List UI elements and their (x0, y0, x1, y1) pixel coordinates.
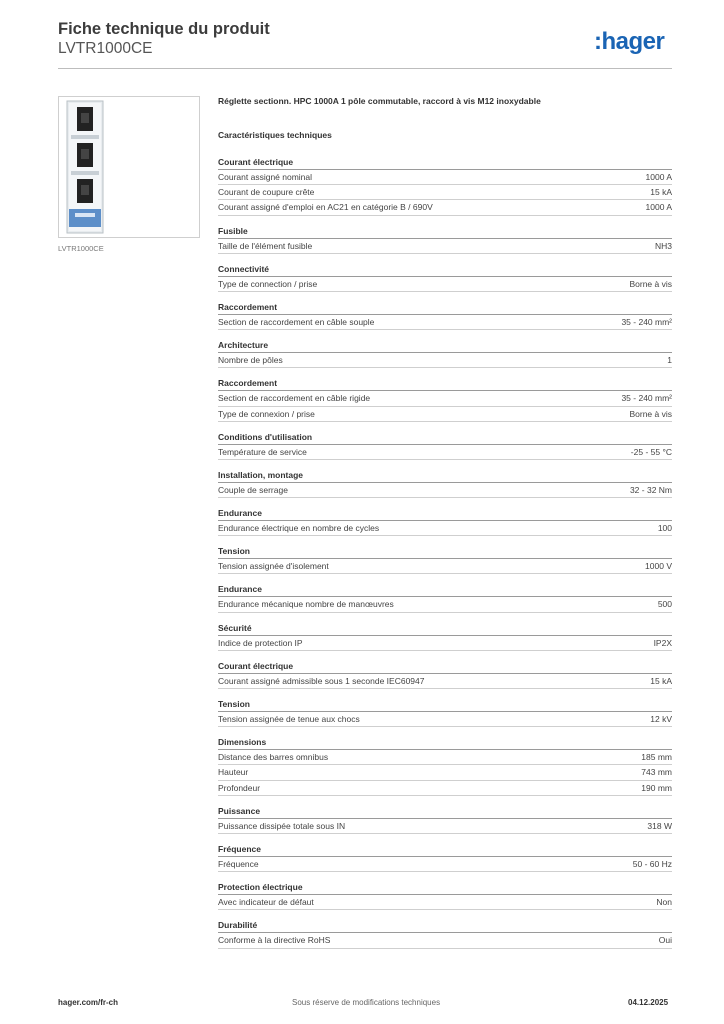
spec-group (218, 225, 672, 254)
spec-label: Endurance mécanique nombre de manœuvres (218, 599, 394, 610)
spec-label: Puissance dissipée totale sous IN (218, 820, 346, 831)
spec-label: Distance des barres omnibus (218, 752, 329, 763)
image-caption: LVTR1000CE (58, 244, 104, 253)
spec-group-title: Tension (218, 545, 672, 559)
product-reference: LVTR1000CE (58, 40, 153, 57)
spec-row (218, 277, 672, 292)
spec-row (218, 819, 672, 834)
spec-group-title: Tension (218, 698, 672, 712)
spec-row (218, 933, 672, 948)
spec-value: Borne à vis (629, 278, 672, 289)
spec-row (218, 185, 672, 200)
product-image (58, 96, 200, 238)
spec-group-title: Fréquence (218, 843, 672, 857)
spec-value: 15 kA (650, 675, 672, 686)
spec-group-title: Sécurité (218, 622, 672, 636)
spec-group-title: Installation, montage (218, 469, 672, 483)
spec-group-title: Raccordement (218, 301, 672, 315)
spec-group (218, 805, 672, 834)
fuse-rail-illustration (59, 97, 199, 237)
spec-value: 1000 A (645, 172, 672, 182)
spec-label: Type de connexion / prise (218, 408, 315, 419)
spec-group-title: Fusible (218, 225, 672, 239)
specs-title: Caractéristiques techniques (218, 130, 332, 140)
spec-group (218, 469, 672, 498)
spec-label: Section de raccordement en câble rigide (218, 393, 371, 404)
spec-value: 35 - 240 mm² (621, 316, 672, 327)
spec-value: 185 mm (641, 752, 672, 763)
spec-row (218, 521, 672, 536)
spec-row (218, 315, 672, 330)
spec-group (218, 545, 672, 574)
spec-group-title: Courant électrique (218, 156, 672, 170)
spec-label: Courant assigné d'emploi en AC21 en catégorie B / 690V (218, 202, 433, 213)
spec-group-title: Conditions d'utilisation (218, 431, 672, 445)
spec-group-title: Connectivité (218, 263, 672, 277)
spec-group (218, 507, 672, 536)
spec-row (218, 170, 672, 185)
spec-group (218, 843, 672, 872)
spec-value: 1000 V (645, 561, 672, 572)
hager-logo: :hager (594, 28, 665, 55)
product-description: Réglette sectionn. HPC 1000A 1 pôle commutable, raccord à vis M12 inoxydable (218, 96, 541, 106)
spec-group (218, 339, 672, 368)
footer-date: 04.12.2025 (628, 998, 669, 1007)
spec-label: Courant de coupure crête (218, 187, 315, 198)
spec-label: Tension assignée de tenue aux chocs (218, 714, 360, 724)
spec-row (218, 239, 672, 254)
spec-label: Fréquence (218, 858, 259, 869)
spec-row (218, 483, 672, 498)
spec-row (218, 750, 672, 765)
spec-row (218, 445, 672, 460)
spec-group (218, 736, 672, 796)
spec-group (218, 919, 672, 948)
spec-group-title: Endurance (218, 583, 672, 597)
spec-value: 32 - 32 Nm (629, 484, 672, 495)
spec-group (218, 583, 672, 612)
spec-value: 15 kA (650, 187, 672, 198)
footer-notice: Sous réserve de modifications techniques (292, 998, 441, 1007)
spec-row (218, 765, 672, 780)
spec-label: Courant assigné nominal (218, 172, 313, 182)
spec-label: Nombre de pôles (218, 355, 283, 366)
spec-value: Borne à vis (629, 408, 672, 419)
spec-value: 500 (657, 599, 672, 610)
spec-group (218, 622, 672, 651)
spec-group (218, 431, 672, 460)
spec-label: Taille de l'élément fusible (218, 240, 313, 251)
spec-group (218, 698, 672, 727)
spec-label: Profondeur (218, 782, 261, 793)
footer-website[interactable]: hager.com/fr-ch (58, 998, 119, 1007)
spec-row (218, 200, 672, 215)
spec-row (218, 391, 672, 406)
spec-row (218, 597, 672, 612)
spec-group-title: Endurance (218, 507, 672, 521)
spec-value: 35 - 240 mm² (621, 393, 672, 404)
spec-row (218, 353, 672, 368)
header-divider (58, 68, 672, 69)
spec-group-title: Dimensions (218, 736, 672, 750)
spec-label: Tension assignée d'isolement (218, 561, 329, 572)
spec-row (218, 857, 672, 872)
spec-group-title: Protection électrique (218, 881, 672, 895)
spec-group-title: Courant électrique (218, 660, 672, 674)
page-title: Fiche technique du produit (58, 20, 270, 38)
spec-value: 318 W (647, 820, 672, 831)
spec-value: -25 - 55 °C (630, 446, 672, 457)
spec-label: Type de connection / prise (218, 278, 318, 289)
spec-value: Non (656, 897, 672, 908)
spec-group (218, 156, 672, 216)
spec-label: Section de raccordement en câble souple (218, 316, 375, 327)
spec-label: Courant assigné admissible sous 1 seconde IEC60947 (218, 675, 425, 686)
spec-row (218, 407, 672, 422)
spec-label: Avec indicateur de défaut (218, 897, 314, 908)
spec-group (218, 263, 672, 292)
spec-label: Température de service (218, 446, 307, 457)
spec-row (218, 781, 672, 796)
spec-value: IP2X (653, 637, 672, 648)
spec-value: NH3 (654, 240, 672, 251)
spec-row (218, 559, 672, 574)
spec-value: 743 mm (641, 767, 672, 778)
spec-group-title: Durabilité (218, 919, 672, 933)
spec-label: Indice de protection IP (218, 637, 303, 648)
spec-label: Hauteur (218, 767, 249, 778)
spec-label: Couple de serrage (218, 484, 288, 495)
spec-value: 1 (667, 355, 672, 366)
spec-group-title: Puissance (218, 805, 672, 819)
spec-label: Conforme à la directive RoHS (218, 935, 331, 946)
spec-group (218, 301, 672, 330)
spec-group (218, 881, 672, 910)
spec-group (218, 377, 672, 421)
spec-value: 190 mm (641, 782, 672, 793)
spec-label: Endurance électrique en nombre de cycles (218, 523, 380, 534)
spec-value: 1000 A (645, 202, 672, 213)
spec-value: 100 (657, 523, 672, 534)
spec-row (218, 674, 672, 689)
spec-table (218, 156, 672, 958)
spec-row (218, 712, 672, 727)
spec-value: 50 - 60 Hz (632, 858, 672, 869)
spec-group-title: Raccordement (218, 377, 672, 391)
spec-value: 12 kV (650, 714, 672, 724)
spec-group (218, 660, 672, 689)
spec-value: Oui (658, 935, 672, 946)
spec-row (218, 636, 672, 651)
spec-group-title: Architecture (218, 339, 672, 353)
spec-row (218, 895, 672, 910)
